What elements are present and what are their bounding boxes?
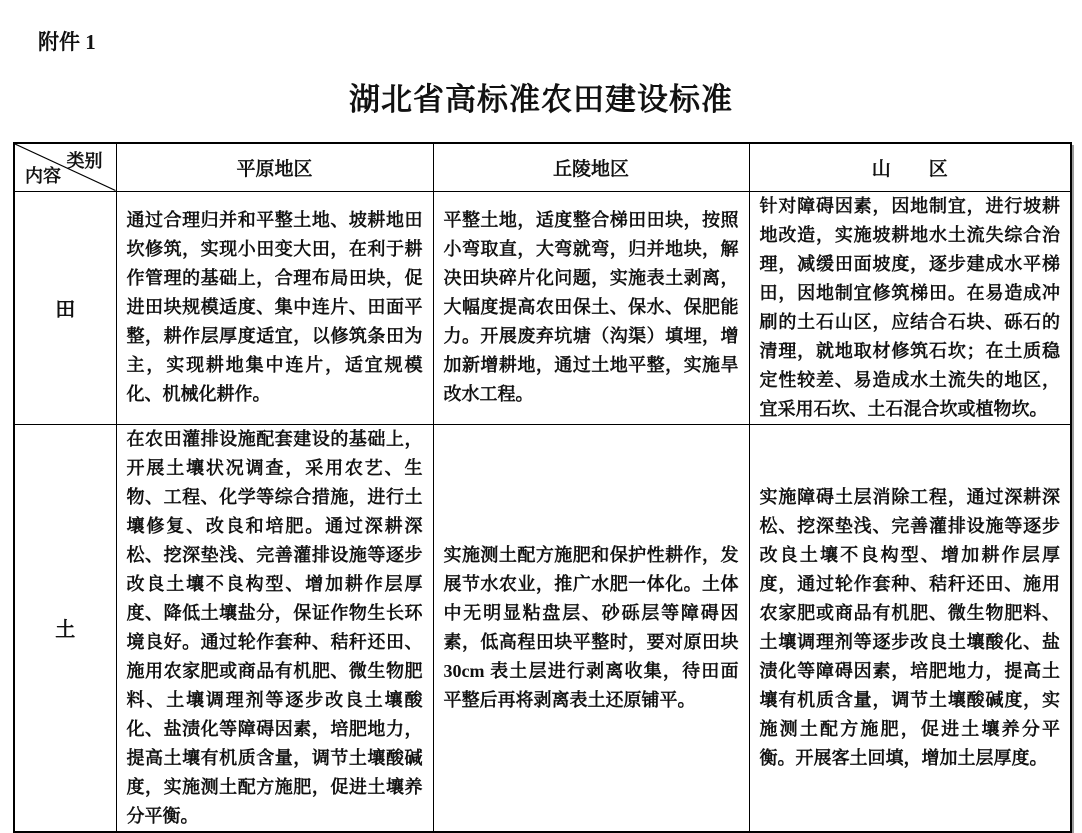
cell-soil-mountain	[749, 424, 1071, 832]
row-label-soil: 土	[14, 424, 116, 832]
cell-text-field-plain: 通过合理归并和平整土地、坡耕地田坎修筑，实现小田变大田，在利于耕作管理的基础上，合理布局田块，促进田块规模适度、集中连片、田面平整，耕作层厚度适宜，以修筑条田为主，实现耕地集中连片，适宜规模化、机械化耕作。	[126, 210, 423, 404]
cell-text-soil-hilly: 实施测土配方施肥和保护性耕作，发展节水农业，推广水肥一体化。土体中无明显粘盘层、砂砾层等障碍因素，低高程田块平整时，要对原田块 30cm 表土层进行剥离收集，待田面平整后再将剥离表土还原铺平。	[443, 544, 739, 710]
column-header-plain-area: 平原地区	[116, 143, 433, 191]
cell-field-mountain	[749, 191, 1071, 424]
cell-text-soil-mountain: 实施障碍土层消除工程，通过深耕深松、挖深垫浅、完善灌排设施等逐步改良土壤不良构型、增加耕作层厚度，通过轮作套种、秸秆还田、施用农家肥或商品有机肥、微生物肥料、土壤调理剂等逐步改良土壤酸化、盐渍化等障碍因素，培肥地力，提高土壤有机质含量，调节土壤酸碱度，实施测土配方施肥，促进土壤养分平衡。开展客土回填，增加土层厚度。	[759, 486, 1060, 768]
cell-soil-plain	[116, 424, 433, 832]
cell-text-field-hilly: 平整土地，适度整合梯田田块，按照小弯取直，大弯就弯，归并地块，解决田块碎片化问题，实施表土剥离，大幅度提高农田保土、保水、保肥能力。开展废弃坑塘（沟渠）填埋，增加新增耕地，通过土地平整，实施旱改水工程。	[443, 210, 739, 404]
corner-label-content: 内容	[25, 165, 61, 186]
standards-table	[13, 142, 1072, 833]
row-label-field: 田	[14, 191, 116, 424]
column-header-hilly-area: 丘陵地区	[433, 143, 749, 191]
corner-label-category: 类别	[66, 151, 103, 171]
cell-soil-hilly	[433, 424, 749, 832]
page-title: 湖北省高标准农田建设标准	[349, 82, 733, 117]
table-row-field	[14, 191, 1071, 424]
cell-text-field-mountain: 针对障碍因素，因地制宜，进行坡耕地改造，实施坡耕地水土流失综合治理，减缓田面坡度，逐步建成水平梯田，因地制宜修筑梯田。在易造成冲刷的土石山区，应结合石块、砾石的清理，就地取材修筑石坎；在土质稳定性较差、易造成水土流失的地区，宜采用石坎、土石混合坎或植物坎。	[759, 195, 1060, 419]
table-header-row	[14, 143, 1071, 191]
cell-text-soil-plain: 在农田灌排设施配套建设的基础上，开展土壤状况调查，采用农艺、生物、工程、化学等综合措施，进行土壤修复、改良和培肥。通过深耕深松、挖深垫浅、完善灌排设施等逐步改良土壤不良构型、增加耕作层厚度、降低土壤盐分，保证作物生长环境良好。通过轮作套种、秸秆还田、施用农家肥或商品有机肥、微生物肥料、土壤调理剂等逐步改良土壤酸化、盐渍化等障碍因素，培肥地力，提高土壤有机质含量，调节土壤酸碱度，实施测土配方施肥，促进土壤养分平衡。	[126, 428, 423, 826]
table-row-soil	[14, 424, 1071, 832]
cell-field-plain	[116, 191, 433, 424]
corner-header-cell	[14, 143, 116, 191]
column-header-mountain-area: 山 区	[749, 143, 1071, 191]
attachment-label: 附件 1	[38, 30, 96, 54]
cell-field-hilly	[433, 191, 749, 424]
